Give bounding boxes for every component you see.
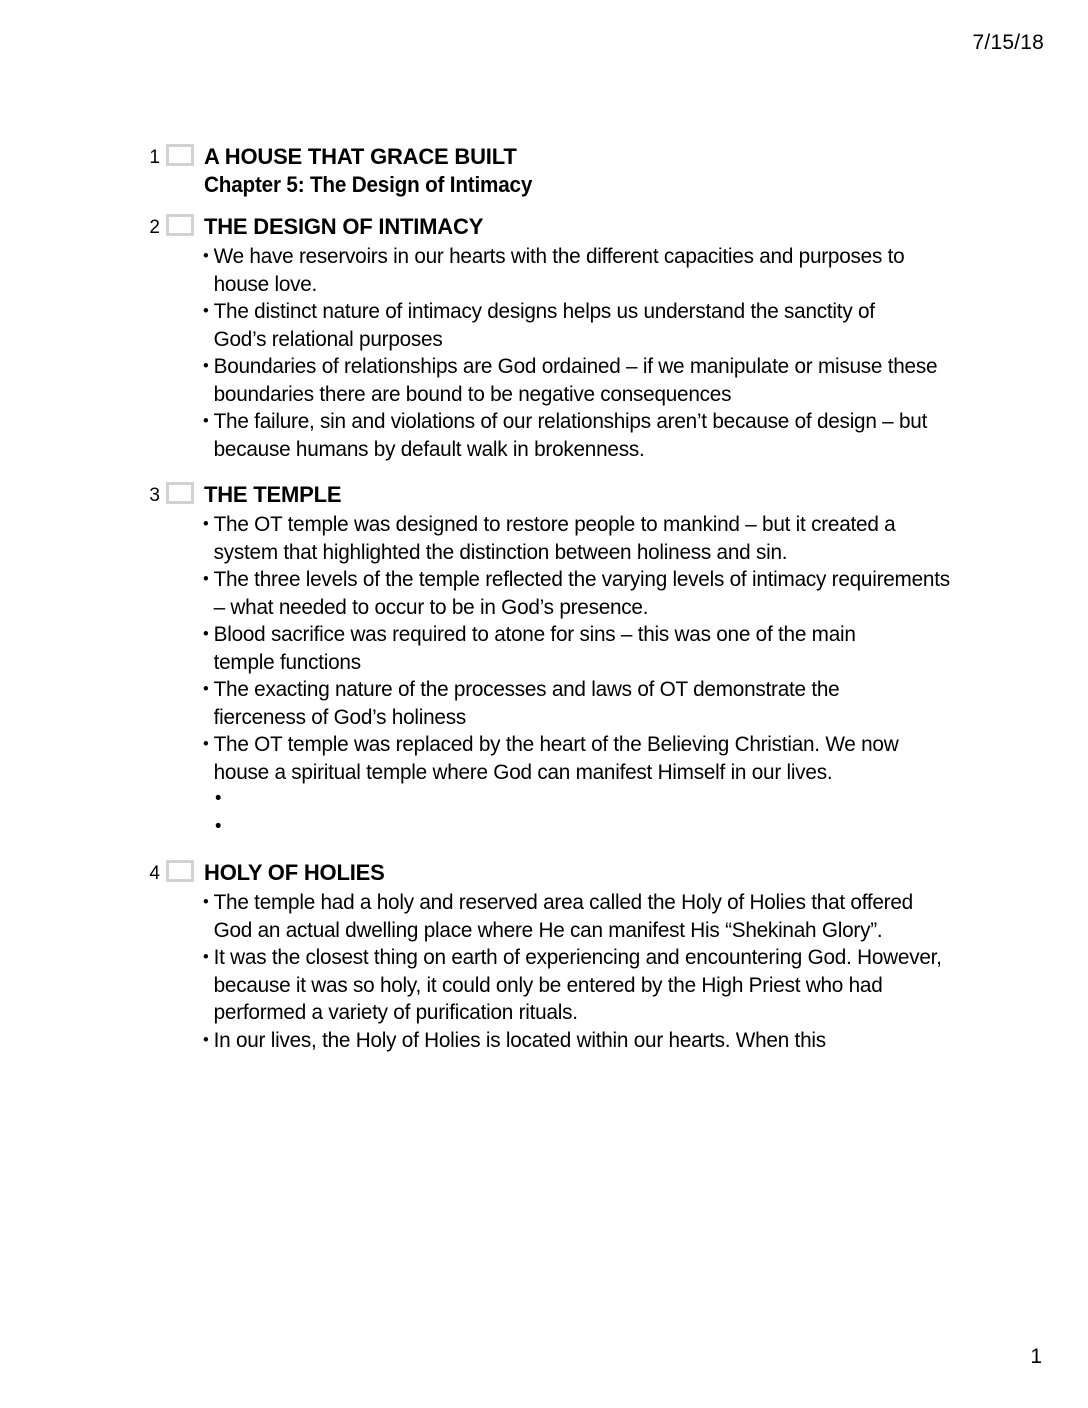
bullet-item: • In our lives, the Holy of Holies is located within our hearts. When this bbox=[203, 1027, 953, 1055]
outline-slide-entry bbox=[0, 213, 1088, 463]
slide-title: HOLY OF HOLIES bbox=[204, 860, 385, 885]
slide-heading-row[interactable] bbox=[0, 859, 1088, 887]
bullet-item: • The distinct nature of intimacy designs helps us understand the sanctity of God’s relational purposes bbox=[203, 298, 912, 353]
bullet-item: • The three levels of the temple reflected the varying levels of intimacy requirements – what needed to occur to be in God’s presence. bbox=[203, 566, 953, 621]
bullet-item: • The exacting nature of the processes and laws of OT demonstrate the fierceness of God’s holiness bbox=[203, 676, 912, 731]
slide-number: 1 bbox=[149, 147, 160, 168]
bullet-item-empty bbox=[215, 814, 942, 842]
slide-title: A HOUSE THAT GRACE BUILT bbox=[204, 144, 517, 169]
bullet-item: • The OT temple was designed to restore people to mankind – but it created a system that highlighted the distinction between holiness and sin. bbox=[203, 511, 912, 566]
page-date: 7/15/18 bbox=[972, 31, 1044, 54]
outline-slide-entry bbox=[0, 481, 1088, 841]
presentation-outline bbox=[0, 143, 1088, 1072]
page-number: 1 bbox=[1030, 1345, 1042, 1368]
outline-slide-entry bbox=[0, 143, 1088, 199]
slide-heading-row[interactable] bbox=[0, 213, 1088, 241]
slide-bullet-list bbox=[0, 889, 1088, 1054]
slide-heading-row[interactable] bbox=[0, 143, 1088, 171]
slide-bullet-list bbox=[0, 511, 1088, 841]
slide-thumbnail-icon[interactable] bbox=[166, 144, 194, 166]
slide-thumbnail-icon[interactable] bbox=[166, 482, 194, 504]
bullet-item: • Boundaries of relationships are God ordained – if we manipulate or misuse these boundaries there are bound to be negative consequences bbox=[203, 353, 941, 408]
slide-number: 4 bbox=[149, 863, 160, 884]
slide-subtitle: Chapter 5: The Design of Intimacy bbox=[204, 172, 533, 197]
slide-bullet-list bbox=[0, 243, 1088, 463]
slide-title: THE TEMPLE bbox=[204, 482, 342, 507]
slide-thumbnail-icon[interactable] bbox=[166, 860, 194, 882]
outline-slide-entry bbox=[0, 859, 1088, 1054]
bullet-item: • The failure, sin and violations of our relationships aren’t because of design – but because humans by default walk in brokenness. bbox=[203, 408, 941, 463]
slide-heading-row[interactable] bbox=[0, 481, 1088, 509]
slide-number: 3 bbox=[149, 485, 160, 506]
bullet-item-empty bbox=[215, 786, 942, 814]
slide-thumbnail-icon[interactable] bbox=[166, 214, 194, 236]
slide-title: THE DESIGN OF INTIMACY bbox=[204, 214, 484, 239]
bullet-item: • It was the closest thing on earth of experiencing and encountering God. However, because it was so holy, it could only be entered by the High Priest who had performed a variety of purification rituals. bbox=[203, 944, 953, 1027]
bullet-item: • Blood sacrifice was required to atone for sins – this was one of the main temple functions bbox=[203, 621, 912, 676]
bullet-item: • The temple had a holy and reserved area called the Holy of Holies that offered God an actual dwelling place where He can manifest His “Shekinah Glory”. bbox=[203, 889, 953, 944]
bullet-item: • The OT temple was replaced by the heart of the Believing Christian. We now house a spiritual temple where God can manifest Himself in our lives. bbox=[203, 731, 953, 786]
bullet-item: • We have reservoirs in our hearts with the different capacities and purposes to house love. bbox=[203, 243, 941, 298]
slide-number: 2 bbox=[149, 217, 160, 238]
